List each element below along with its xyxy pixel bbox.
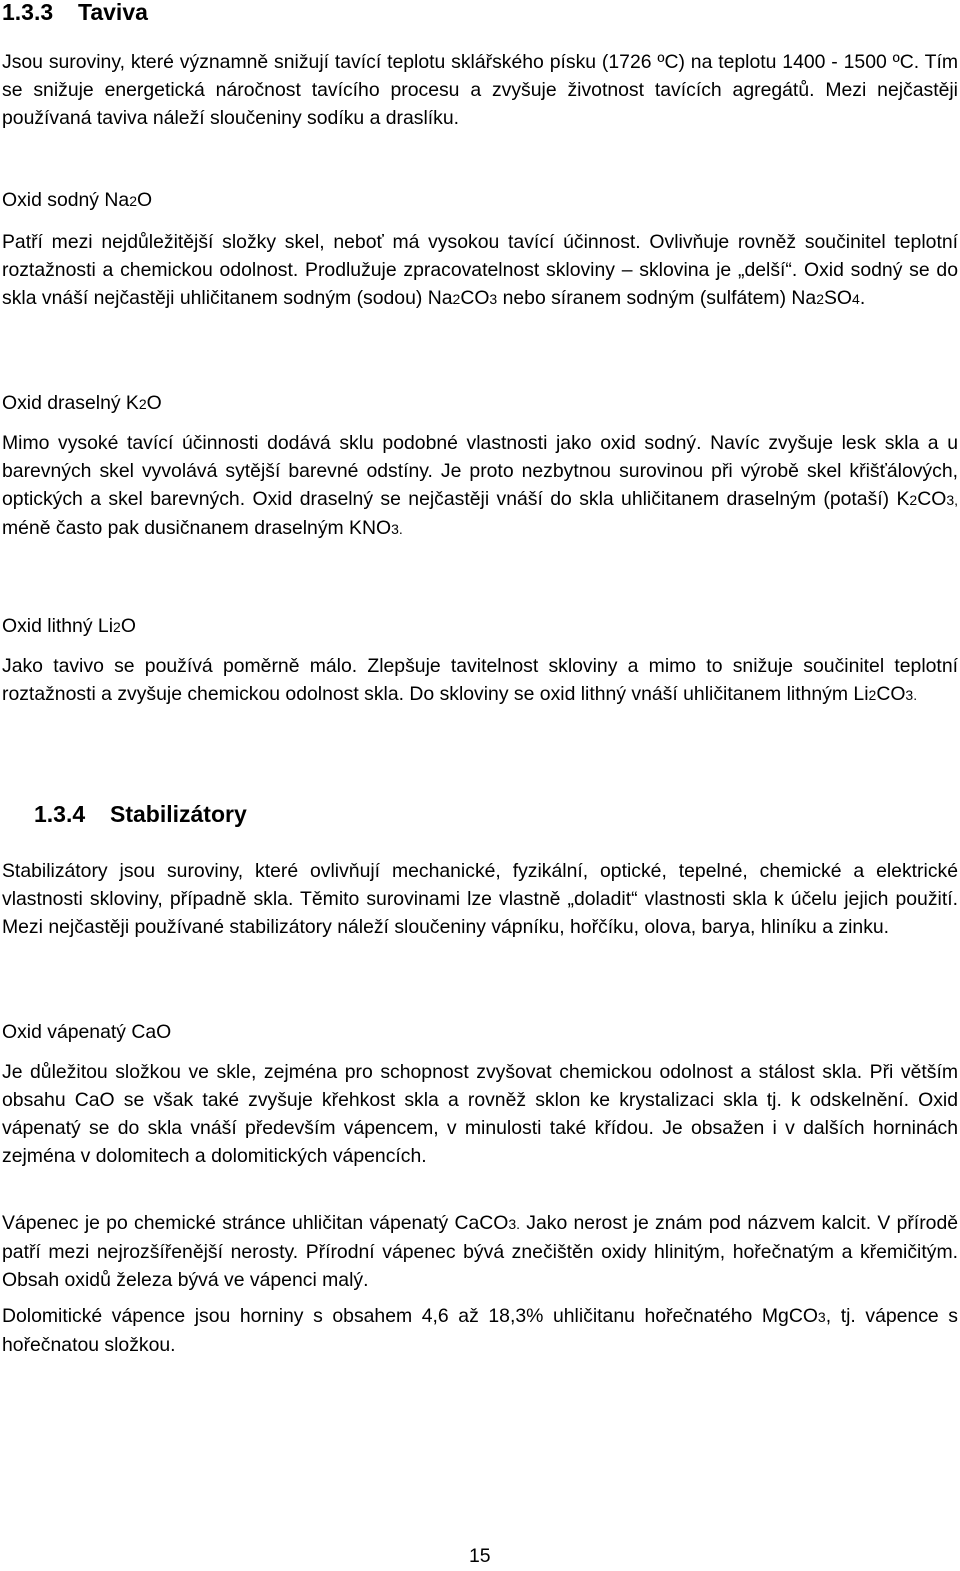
cao-paragraph-3: Dolomitické vápence jsou horniny s obsahem 4,6 až 18,3% uhličitanu hořečnatého MgCO3, tj. vápence s hořečnatou složkou. [2, 1305, 958, 1356]
section-title: Taviva [78, 0, 148, 25]
section-heading-stabilizatory [34, 800, 247, 828]
na2o-heading: Oxid sodný Na2O [2, 189, 153, 211]
na2o-paragraph: Patří mezi nejdůležitější složky skel, neboť má vysokou tavící účinnost. Ovlivňuje rovněž součinitel teplotní roztažnosti a chemickou odolnost. Prodlužuje zpracovatelnost skloviny – sklovina je „delší“. Oxid sodný se do skla vnáší nejčastěji uhličitanem sodným (sodou) Na2CO3 nebo síranem sodným (sulfátem) Na2SO4. [2, 231, 958, 309]
section-heading-taviva [2, 0, 148, 26]
page-number: 15 [469, 1545, 491, 1567]
k2o-heading: Oxid draselný K2O [2, 392, 162, 414]
cao-heading: Oxid vápenatý CaO [2, 1021, 172, 1043]
section-title: Stabilizátory [110, 801, 247, 827]
cao-paragraph-1: Je důležitou složkou ve skle, zejména pro schopnost zvyšovat chemickou odolnost a stálost skla. Při větším obsahu CaO se však také zvyšuje křehkost skla a rovněž sklon ke krystalizaci skla tj. k odskelnění. Oxid vápenatý se do skla vnáší především vápencem, v minulosti také křídou. Je obsažen i v dalších horninách zejména v dolomitech a dolomitických vápencích. [2, 1061, 958, 1167]
li2o-heading: Oxid lithný Li2O [2, 615, 136, 637]
cao-paragraph-2: Vápenec je po chemické stránce uhličitan vápenatý CaCO3. Jako nerost je znám pod názvem kalcit. V přírodě patří mezi nejrozšířenější nerosty. Přírodní vápenec bývá znečištěn oxidy hlinitým, hořečnatým a křemičitým. Obsah oxidů železa bývá ve vápenci malý. [2, 1212, 959, 1291]
section-number: 1.3.3 [2, 0, 54, 25]
section-number: 1.3.4 [34, 801, 86, 827]
li2o-paragraph: Jako tavivo se používá poměrně málo. Zlepšuje tavitelnost skloviny a mimo to snižuje součinitel teplotní roztažnosti a zvyšuje chemickou odolnost skla. Do skloviny se oxid lithný vnáší uhličitanem lithným Li2CO3. [2, 655, 958, 705]
taviva-intro-paragraph: Jsou suroviny, které významně snižují tavící teplotu sklářského písku (1726 ºC) na teplotu 1400 - 1500 ºC. Tím se snižuje energetická náročnost tavícího procesu a zvyšuje životnost tavících agregátů. Mezi nejčastěji používaná taviva náleží sloučeniny sodíku a draslíku. [2, 51, 958, 129]
stabilizatory-intro-paragraph: Stabilizátory jsou suroviny, které ovlivňují mechanické, fyzikální, optické, tepelné, chemické a elektrické vlastnosti skloviny, případně skla. Těmito surovinami lze vlastně „doladit“ vlastnosti skla k účelu jejich použití. Mezi nejčastěji používané stabilizátory náleží sloučeniny vápníku, hořčíku, olova, barya, hliníku a zinku. [2, 860, 958, 938]
k2o-paragraph: Mimo vysoké tavící účinnosti dodává sklu podobné vlastnosti jako oxid sodný. Navíc zvyšuje lesk skla a u barevných skel vyvolává sytější barevné odstíny. Je proto nezbytnou surovinou při výrobě skel křišťálových, optických a skel barevných. Oxid draselný se nejčastěji vnáší do skla uhličitanem draselným (potaší) K2CO3, méně často pak dusičnanem draselným KNO3. [2, 432, 958, 539]
